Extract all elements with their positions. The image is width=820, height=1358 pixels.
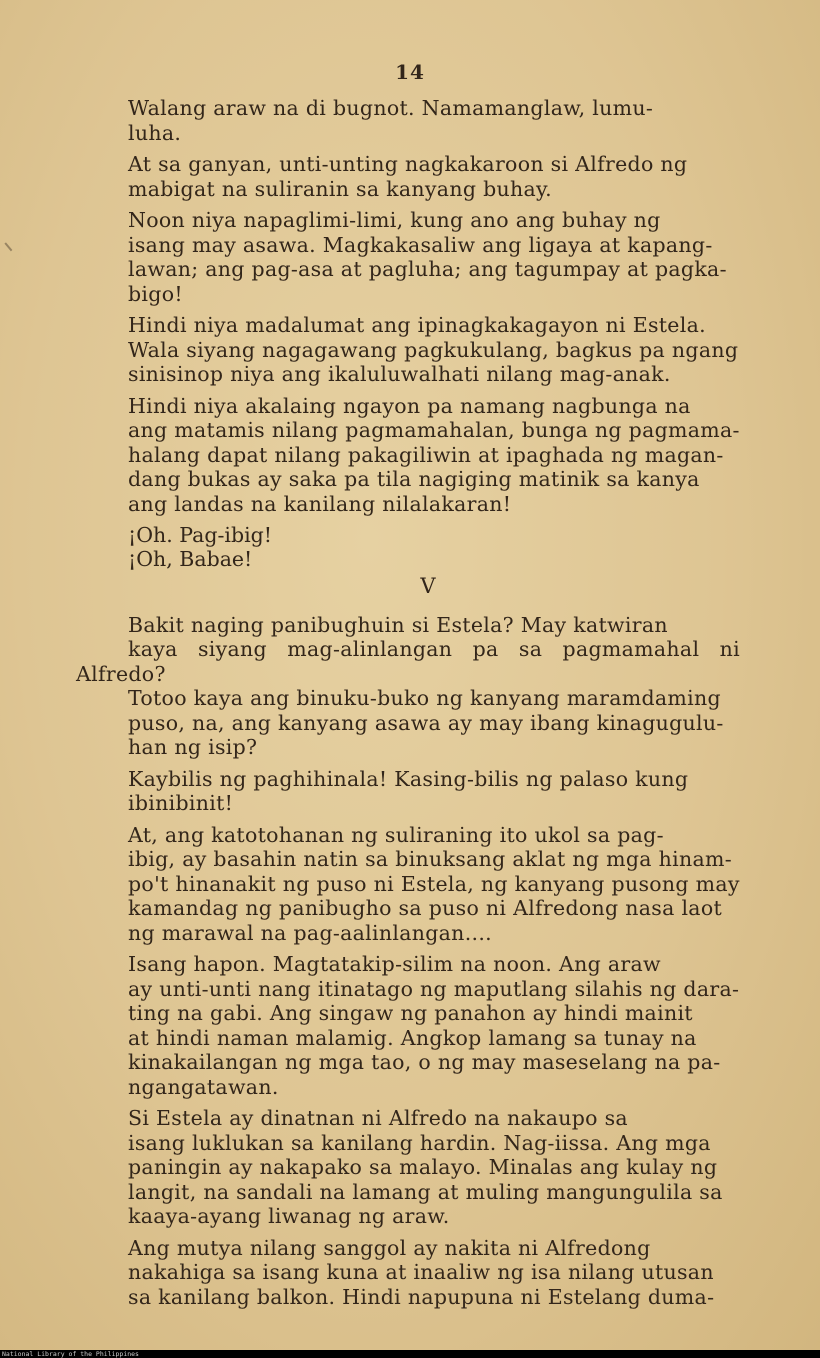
paragraph <box>76 208 740 306</box>
paragraphs-before <box>76 96 740 516</box>
text-line: Ang mutya nilang sanggol ay nakita ni Alfredong <box>128 1235 651 1260</box>
paragraph <box>76 1236 740 1310</box>
page-number: 14 <box>395 60 425 84</box>
text-line: Totoo kaya ang binuku-buko ng kanyang maramdaming <box>128 686 721 710</box>
paragraph <box>76 613 740 760</box>
paragraph <box>76 1106 740 1229</box>
text-line: Bakit naging panibughuin si Estela? May katwiran <box>128 612 668 637</box>
paragraph <box>76 823 740 946</box>
text-line: kamandag ng panibugho sa puso ni Alfredong nasa laot <box>128 896 723 920</box>
text-line: ngangatawan. <box>128 1074 279 1099</box>
text-line: Noon niya napaglimi-limi, kung ano ang buhay ng <box>128 208 661 232</box>
text-line: lawan; ang pag-asa at pagluha; ang tagumpay at pagka- <box>128 257 727 281</box>
text-line: sinisinop niya ang ikaluluwalhati nilang mag-anak. <box>128 362 671 386</box>
text-line: Si Estela ay dinatnan ni Alfredo na nakaupo sa <box>128 1106 628 1130</box>
text-line: kaya siyang mag-alinlangan pa sa pagmamahal ni Alfredo? <box>76 637 740 686</box>
text-line: Kaybilis ng paghihinala! Kasing-bilis ng palaso kung <box>128 766 689 791</box>
text-line: at hindi naman malamig. Angkop lamang sa tunay na <box>128 1025 697 1050</box>
text-line: Walang araw na di bugnot. Namamanglaw, lumu- <box>128 96 654 120</box>
text-line: At, ang katotohanan ng suliraning ito ukol sa pag- <box>128 822 664 847</box>
text-line: ay unti-unti nang itinatago ng maputlang silahis ng dara- <box>128 976 740 1001</box>
text-line: mabigat na suliranin sa kanyang buhay. <box>128 176 552 201</box>
text-line: isang luklukan sa kanilang hardin. Nag-iissa. Ang mga <box>128 1130 711 1155</box>
paragraph <box>76 952 740 1099</box>
text-line: Hindi niya madalumat ang ipinagkakagayon ni Estela. <box>128 313 706 337</box>
paragraph <box>76 152 740 201</box>
text-line: ang landas na kanilang nilalakaran! <box>128 491 512 516</box>
text-line: Hindi niya akalaing ngayon pa namang nagbunga na <box>128 393 691 418</box>
text-line: langit, na sandali na lamang at muling mangungulila sa <box>128 1179 723 1204</box>
text-line: sa kanilang balkon. Hindi napupuna ni Estelang duma- <box>128 1284 715 1309</box>
section-heading: V <box>420 574 436 598</box>
text-line: At sa ganyan, unti-unting nagkakaroon si Alfredo ng <box>128 152 688 176</box>
text-line: kaaya-ayang liwanag ng araw. <box>128 1204 450 1228</box>
paragraph <box>76 394 740 517</box>
text-line: Isang hapon. Magtatakip-silim na noon. Ang araw <box>128 952 661 976</box>
text-line: ibig, ay basahin natin sa binuksang aklat ng mga hinam- <box>128 847 732 871</box>
text-line: ting na gabi. Ang singaw ng panahon ay hindi mainit <box>128 1001 693 1025</box>
page-body <box>76 96 740 1316</box>
text-line: bigo! <box>128 281 183 306</box>
text-line: paningin ay nakapako sa malayo. Minalas ang kulay ng <box>128 1155 718 1179</box>
paragraph <box>76 767 740 816</box>
paragraph <box>76 96 740 145</box>
text-line: luha. <box>128 120 182 145</box>
exclamation-line: ¡Oh. Pag-ibig! <box>128 523 273 547</box>
text-line: dang bukas ay saka pa tila nagiging matinik sa kanya <box>128 467 700 491</box>
text-line: ng marawal na pag-aalinlangan.... <box>128 920 492 945</box>
text-line: nakahiga sa isang kuna at inaaliw ng isa nilang utusan <box>128 1260 714 1284</box>
text-line: kinakailangan ng mga tao, o ng may maseselang na pa- <box>128 1050 721 1074</box>
paragraph <box>76 313 740 387</box>
footer-credit: National Library of the Philippines <box>2 1350 139 1358</box>
exclamations <box>76 523 740 571</box>
exclamation-line: ¡Oh, Babae! <box>128 546 253 571</box>
margin-mark <box>4 235 21 252</box>
text-line: ibinibinit! <box>128 791 234 815</box>
text-line: ang matamis nilang pagmamahalan, bunga ng pagmama- <box>128 418 740 442</box>
text-line: puso, na, ang kanyang asawa ay may ibang kinagugulu- <box>128 710 724 735</box>
paragraphs-after <box>76 613 740 1310</box>
text-line: han ng isip? <box>128 735 258 759</box>
text-line: isang may asawa. Magkakasaliw ang ligaya at kapang- <box>128 232 713 257</box>
text-line: Wala siyang nagagawang pagkukulang, bagkus pa ngang <box>128 337 739 362</box>
text-line: halang dapat nilang pakagiliwin at ipaghada ng magan- <box>128 442 724 467</box>
text-line: po't hinanakit ng puso ni Estela, ng kanyang pusong may <box>128 871 740 896</box>
